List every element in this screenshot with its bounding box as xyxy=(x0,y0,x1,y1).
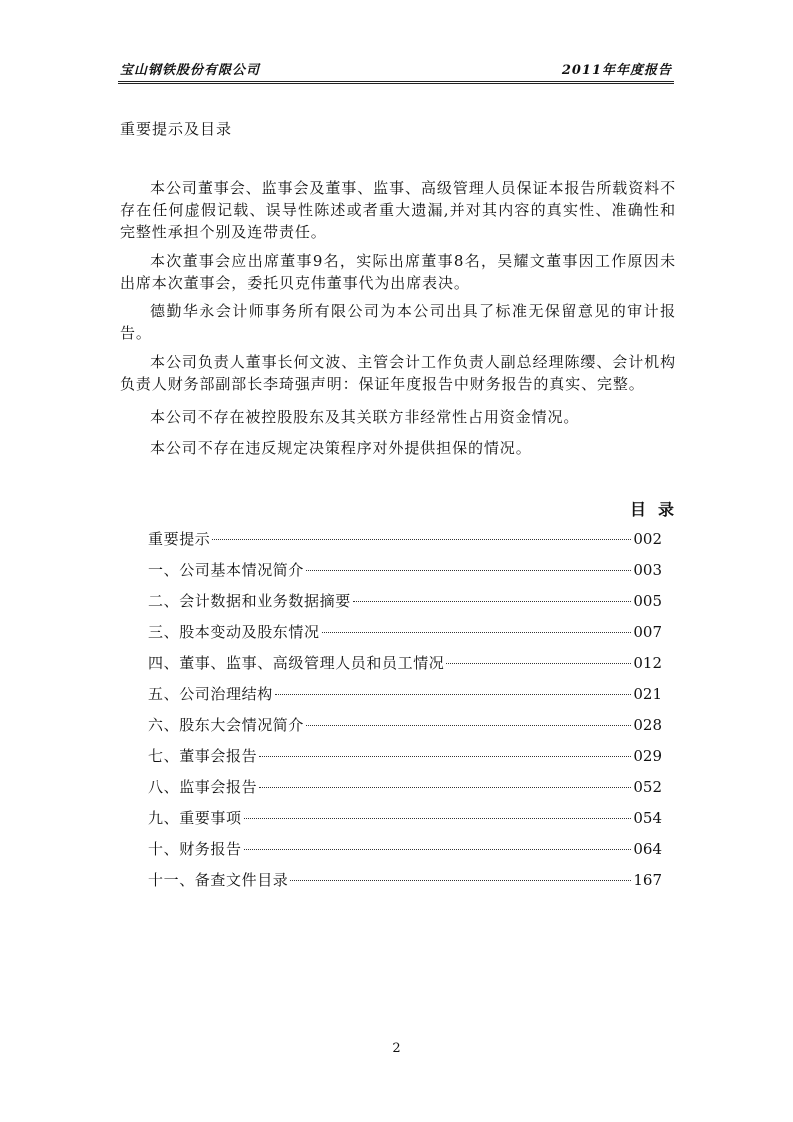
toc-item[interactable] xyxy=(148,807,662,838)
paragraph-responsible-statement: 本公司负责人董事长何文波、主管会计工作负责人副总经理陈缨、会计机构负责人财务部副部长李琦强声明：保证年度报告中财务报告的真实、完整。 xyxy=(120,353,676,393)
toc-item-page: 054 xyxy=(633,809,662,827)
toc-item[interactable] xyxy=(148,714,662,745)
toc-leader-dots xyxy=(212,539,631,540)
toc-item[interactable] xyxy=(148,869,662,900)
table-of-contents xyxy=(148,528,662,900)
toc-item-label: 六、股东大会情况简介 xyxy=(148,716,305,734)
toc-leader-dots xyxy=(275,694,632,695)
toc-item-label: 十、财务报告 xyxy=(148,840,242,858)
toc-item-label: 五、公司治理结构 xyxy=(148,685,273,703)
paragraph-guarantee: 本公司不存在违反规定决策程序对外提供担保的情况。 xyxy=(150,439,532,457)
toc-leader-dots xyxy=(306,570,631,571)
toc-item-page: 003 xyxy=(633,561,662,579)
page-header xyxy=(118,55,674,84)
toc-item-label: 三、股本变动及股东情况 xyxy=(148,623,320,641)
toc-item[interactable] xyxy=(148,776,662,807)
toc-leader-dots xyxy=(244,849,632,850)
toc-leader-dots xyxy=(259,756,631,757)
toc-item-label: 十一、备查文件目录 xyxy=(148,871,289,889)
toc-leader-dots xyxy=(306,725,631,726)
toc-item-page: 005 xyxy=(633,592,662,610)
toc-item-page: 002 xyxy=(633,530,662,548)
paragraph-board-attendance: 本次董事会应出席董事9名，实际出席董事8名，吴耀文董事因工作原因未出席本次董事会，委托贝克伟董事代为出席表决。 xyxy=(120,252,676,292)
header-company-name: 宝山钢铁股份有限公司 xyxy=(120,63,261,78)
paragraph-fund-occupation: 本公司不存在被控股股东及其关联方非经常性占用资金情况。 xyxy=(150,408,580,426)
toc-item-page: 167 xyxy=(633,871,662,889)
toc-item-label: 二、会计数据和业务数据摘要 xyxy=(148,592,351,610)
toc-leader-dots xyxy=(259,787,631,788)
toc-leader-dots xyxy=(322,632,632,633)
paragraph-board-guarantee: 本公司董事会、监事会及董事、监事、高级管理人员保证本报告所载资料不存在任何虚假记载、误导性陈述或者重大遗漏,并对其内容的真实性、准确性和完整性承担个别及连带责任。 xyxy=(120,179,676,241)
paragraph-audit-opinion: 德勤华永会计师事务所有限公司为本公司出具了标准无保留意见的审计报告。 xyxy=(120,302,676,342)
header-report-title: 2011年年度报告 xyxy=(561,63,672,78)
toc-item-page: 028 xyxy=(633,716,662,734)
toc-item-page: 012 xyxy=(633,654,662,672)
toc-item[interactable] xyxy=(148,528,662,559)
toc-item-label: 八、监事会报告 xyxy=(148,778,258,796)
toc-item[interactable] xyxy=(148,683,662,714)
toc-item[interactable] xyxy=(148,559,662,590)
toc-item[interactable] xyxy=(148,745,662,776)
toc-leader-dots xyxy=(353,601,632,602)
toc-item-page: 021 xyxy=(633,685,662,703)
toc-leader-dots xyxy=(446,663,631,664)
toc-item-label: 四、董事、监事、高级管理人员和员工情况 xyxy=(148,654,445,672)
toc-heading: 目录 xyxy=(629,500,686,519)
toc-leader-dots xyxy=(290,880,631,881)
section-title: 重要提示及目录 xyxy=(120,120,233,138)
toc-item-page: 064 xyxy=(633,840,662,858)
toc-item-label: 一、公司基本情况简介 xyxy=(148,561,305,579)
toc-item[interactable] xyxy=(148,652,662,683)
toc-item-page: 029 xyxy=(633,747,662,765)
toc-item[interactable] xyxy=(148,590,662,621)
toc-item-label: 重要提示 xyxy=(148,530,211,548)
toc-item-label: 七、董事会报告 xyxy=(148,747,258,765)
toc-item[interactable] xyxy=(148,621,662,652)
toc-item-page: 052 xyxy=(633,778,662,796)
toc-item-page: 007 xyxy=(633,623,662,641)
toc-leader-dots xyxy=(244,818,632,819)
toc-item-label: 九、重要事项 xyxy=(148,809,242,827)
toc-item[interactable] xyxy=(148,838,662,869)
page-number: 2 xyxy=(392,1041,401,1056)
